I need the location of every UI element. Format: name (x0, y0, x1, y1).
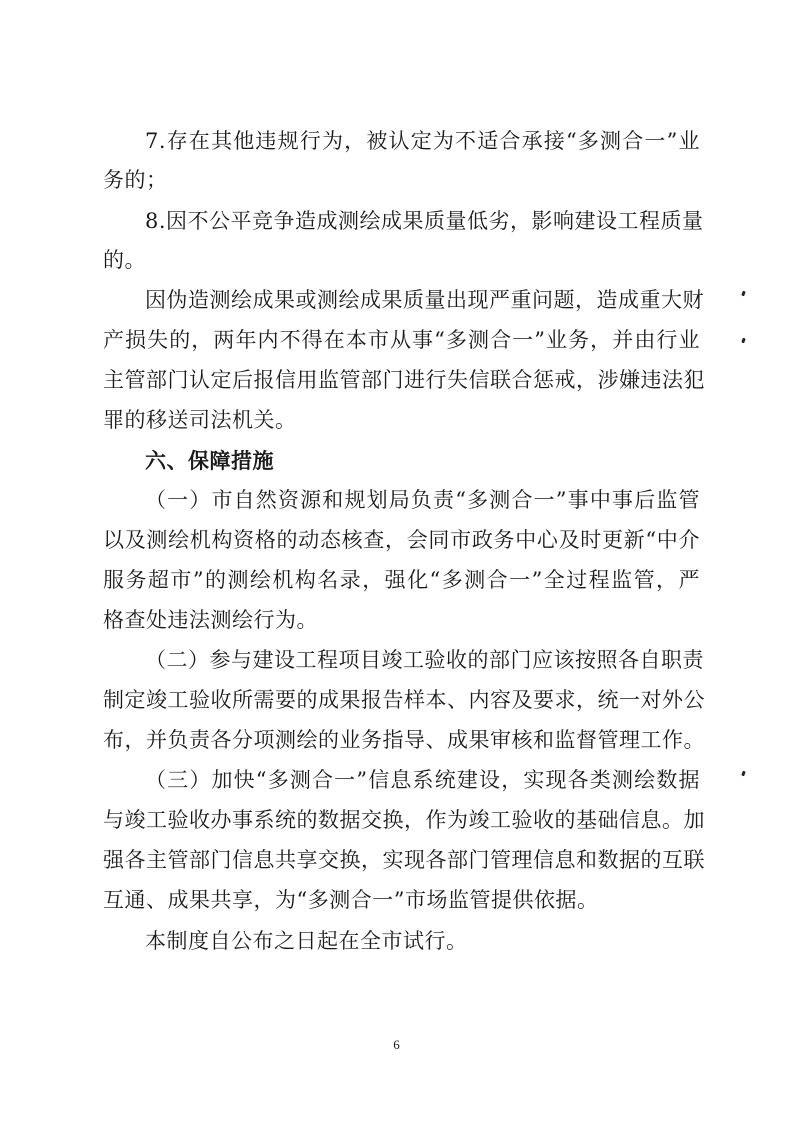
text-line: 以及测绘机构资格的动态核查，会同市政务中心及时更新“中介 (103, 528, 700, 552)
page-number: 6 (393, 1037, 400, 1052)
text-line: 主管部门认定后报信用监管部门进行失信联合惩戒，涉嫌违法犯 (103, 368, 705, 392)
text-line: 制定竣工验收所需要的成果报告样本、内容及要求，统一对外公 (103, 688, 705, 712)
section-heading: 六、保障措施 (145, 448, 274, 473)
text-line: 因伪造测绘成果或测绘成果质量出现严重问题，造成重大财 (145, 288, 704, 312)
scan-speck (741, 771, 746, 777)
text-line: 务的； (103, 168, 168, 192)
text-line: （三）加快“多测合一”信息系统建设，实现各类测绘数据 (145, 768, 700, 792)
text-line: 互通、成果共享，为“多测合一”市场监管提供依据。 (103, 888, 599, 912)
text-line: 强各主管部门信息共享交换，实现各部门管理信息和数据的互联 (103, 848, 705, 872)
text-line: 布，并负责各分项测绘的业务指导、成果审核和监督管理工作。 (103, 728, 705, 752)
scan-speck (741, 338, 746, 344)
scan-speck (741, 291, 746, 297)
text-line: （二）参与建设工程项目竣工验收的部门应该按照各自职责 (145, 648, 704, 672)
text-line: 的。 (103, 248, 146, 272)
text-line: 本制度自公布之日起在全市试行。 (145, 929, 468, 953)
text-line: （一）市自然资源和规划局负责“多测合一”事中事后监管 (145, 488, 700, 512)
text-line: 产损失的，两年内不得在本市从事“多测合一”业务，并由行业 (103, 328, 700, 352)
text-line: 与竣工验收办事系统的数据交换，作为竣工验收的基础信息。加 (103, 808, 705, 832)
text-line: 7.存在其他违规行为，被认定为不适合承接“多测合一”业 (145, 129, 700, 153)
text-line: 服务超市”的测绘机构名录，强化“多测合一”全过程监管，严 (103, 568, 700, 592)
text-line: 罪的移送司法机关。 (103, 408, 297, 432)
text-line: 8.因不公平竞争造成测绘成果质量低劣，影响建设工程质量 (145, 209, 704, 233)
text-line: 格查处违法测绘行为。 (103, 608, 318, 632)
